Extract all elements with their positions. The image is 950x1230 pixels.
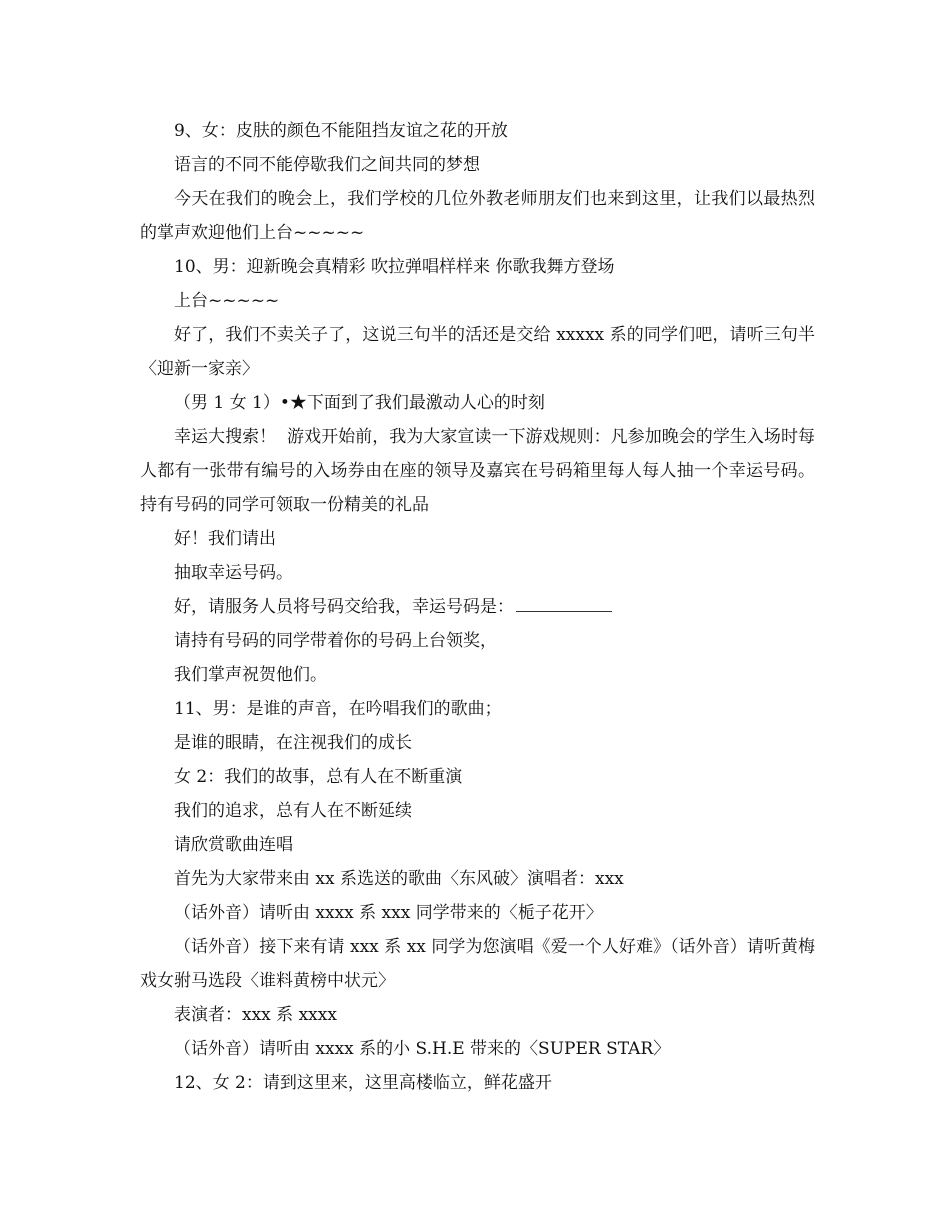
paragraph-22: 表演者：xxx 系 xxxx (174, 1005, 337, 1025)
paragraph-3: 今天在我们的晚会上，我们学校的几位外教老师朋友们也来到这里，让我们以最热烈的掌声欢迎他们上台~~~~~ (140, 189, 815, 243)
paragraph-10: 抽取幸运号码。 (174, 563, 293, 583)
paragraph-13: 我们掌声祝贺他们。 (174, 665, 327, 685)
paragraph-4: 10、男：迎新晚会真精彩 吹拉弹唱样样来 你歌我舞方登场 (174, 257, 615, 277)
paragraph-24: 12、女 2：请到这里来，这里高楼临立，鲜花盛开 (174, 1073, 552, 1093)
paragraph-7: （男 1 女 1）•★下面到了我们最激动人心的时刻 (174, 393, 545, 413)
paragraph-14: 11、男：是谁的声音，在吟唱我们的歌曲； (174, 699, 502, 719)
paragraph-23: （话外音）请听由 xxxx 系的小 S.H.E 带来的〈SUPER STAR〉 (174, 1039, 671, 1059)
paragraph-11 (140, 590, 815, 624)
paragraph-12: 请持有号码的同学带着你的号码上台领奖， (174, 631, 497, 651)
paragraph-8: 幸运大搜索！ 游戏开始前，我为大家宣读一下游戏规则：凡参加晚会的学生入场时每人都有一张带有编号的入场券由在座的领导及嘉宾在号码箱里每人每人抽一个幸运号码。持有号码的同学可领取一份精美的礼品 (140, 427, 815, 515)
paragraph-2: 语言的不同不能停歇我们之间共同的梦想 (174, 155, 480, 175)
document-body (140, 114, 815, 1100)
paragraph-20: （话外音）请听由 xxxx 系 xxx 同学带来的〈栀子花开〉 (174, 903, 603, 923)
paragraph-16: 女 2：我们的故事，总有人在不断重演 (174, 767, 463, 787)
fill-in-blank-line (516, 593, 612, 612)
paragraph-6: 好了，我们不卖关子了，这说三句半的活还是交给 xxxxx 系的同学们吧，请听三句半〈迎新一家亲〉 (140, 325, 815, 379)
paragraph-18: 请欣赏歌曲连唱 (174, 835, 293, 855)
paragraph-9: 好！我们请出 (174, 529, 276, 549)
paragraph-21: （话外音）接下来有请 xxx 系 xx 同学为您演唱《爱一个人好难》（话外音）请听黄梅戏女驸马选段〈谁料黄榜中状元〉 (140, 937, 815, 991)
paragraph-11-text: 好，请服务人员将号码交给我，幸运号码是： (174, 597, 514, 617)
paragraph-1: 9、女：皮肤的颜色不能阻挡友谊之花的开放 (174, 121, 508, 141)
paragraph-19: 首先为大家带来由 xx 系选送的歌曲〈东风破〉演唱者：xxx (174, 869, 624, 889)
paragraph-15: 是谁的眼睛，在注视我们的成长 (174, 733, 412, 753)
paragraph-17: 我们的追求，总有人在不断延续 (174, 801, 412, 821)
paragraph-5: 上台~~~~~ (174, 291, 280, 311)
